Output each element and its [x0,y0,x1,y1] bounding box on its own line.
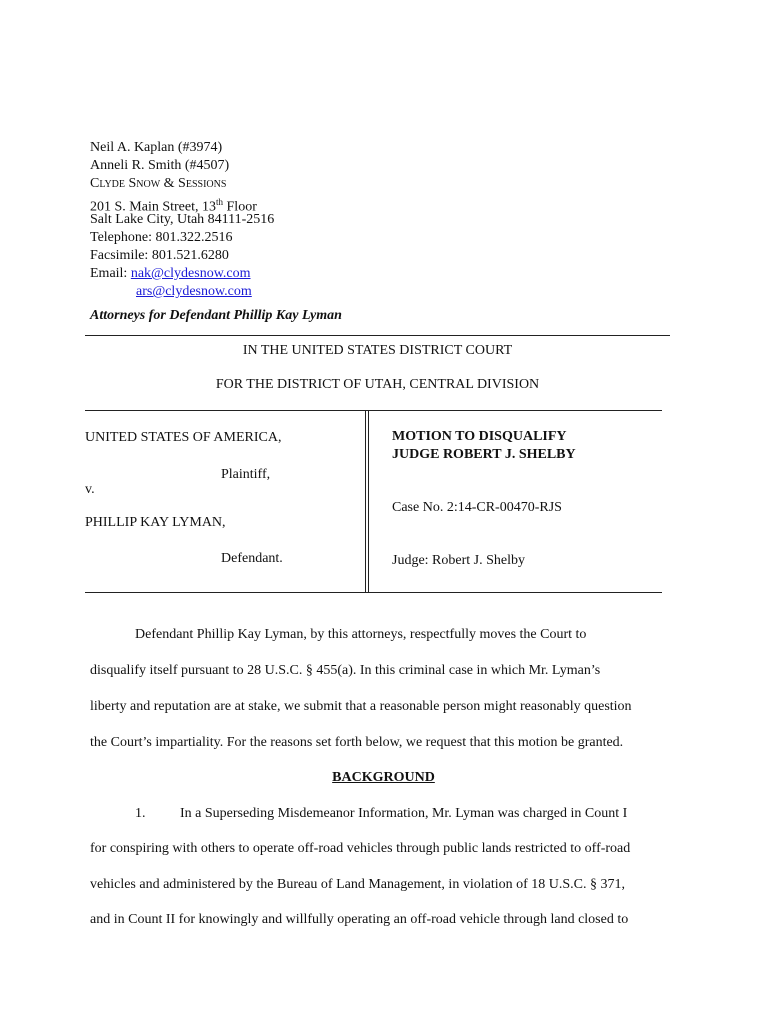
address-suffix: Floor [223,199,257,215]
caption-divider-right [368,410,369,593]
defendant-label: Defendant. [221,551,283,566]
plaintiff-name: UNITED STATES OF AMERICA, [85,430,282,445]
firm-facsimile: Facsimile: 801.521.6280 [90,248,229,263]
address-superscript: th [216,197,224,207]
firm-telephone: Telephone: 801.322.2516 [90,230,233,245]
attorneys-for: Attorneys for Defendant Phillip Kay Lyman [90,308,342,323]
law-firm-name: Clyde Snow & Sessions [90,176,227,191]
address-prefix: 201 S. Main Street, 13 [90,199,216,215]
firm-city: Salt Lake City, Utah 84111-2516 [90,212,275,227]
divider-caption-bottom [85,592,662,593]
email-line [90,265,251,283]
intro-line-1: Defendant Phillip Kay Lyman, by this attorneys, respectfully moves the Court to [135,627,587,642]
defendant-name: PHILLIP KAY LYMAN, [85,515,226,530]
section-heading: BACKGROUND [332,770,435,785]
para-line-2: for conspiring with others to operate off-road vehicles through public lands restricted to off-road [90,841,631,856]
plaintiff-label: Plaintiff, [221,467,271,482]
email-link-1[interactable]: nak@clydesnow.com [130,266,251,281]
divider-top [85,335,670,336]
motion-title-line-2: JUDGE ROBERT J. SHELBY [392,447,576,462]
caption-divider-left [365,410,366,593]
court-name: IN THE UNITED STATES DISTRICT COURT [242,343,513,358]
case-number: Case No. 2:14-CR-00470-RJS [392,500,562,515]
para-line-1: In a Superseding Misdemeanor Information, Mr. Lyman was charged in Count I [180,806,628,821]
intro-line-4: the Court’s impartiality. For the reasons set forth below, we request that this motion be granted. [90,735,624,750]
para-line-4: and in Count II for knowingly and willfully operating an off-road vehicle through land closed to [90,912,629,927]
divider-caption-top [85,410,662,411]
judge-name: Judge: Robert J. Shelby [392,553,525,568]
motion-title-line-1: MOTION TO DISQUALIFY [392,429,567,444]
attorney-name-1: Neil A. Kaplan (#3974) [90,140,223,155]
email-label: Email: [90,266,131,281]
email-line-2 [136,283,252,301]
intro-line-2: disqualify itself pursuant to 28 U.S.C. § 455(a). In this criminal case in which Mr. Lyman’s [90,663,601,678]
versus: v. [85,482,95,497]
email-link-2[interactable]: ars@clydesnow.com [136,284,252,299]
attorney-name-2: Anneli R. Smith (#4507) [90,158,230,173]
para-number: 1. [135,806,146,821]
court-division: FOR THE DISTRICT OF UTAH, CENTRAL DIVISION [215,377,540,392]
intro-line-3: liberty and reputation are at stake, we submit that a reasonable person might reasonably question [90,699,632,714]
para-line-3: vehicles and administered by the Bureau of Land Management, in violation of 18 U.S.C. § 371, [90,877,625,892]
